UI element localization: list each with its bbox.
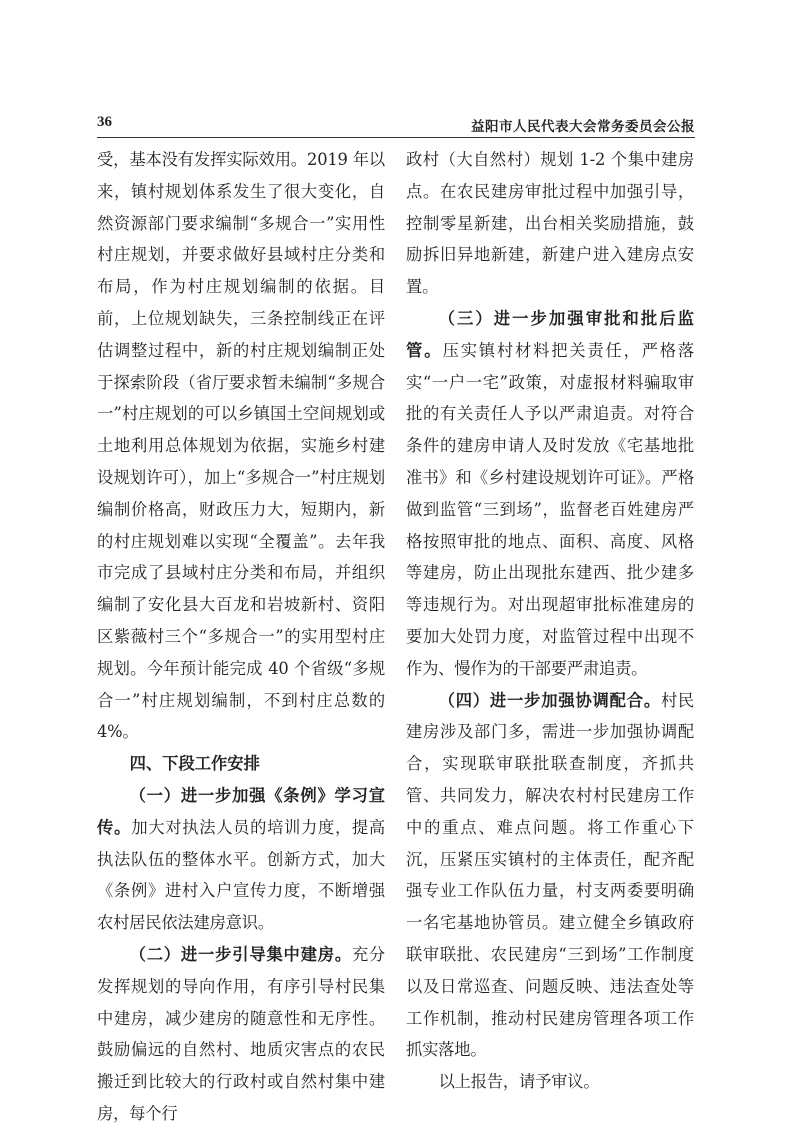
paragraph-item-2 [97,939,385,1130]
page-header [97,114,695,134]
paragraph-item-2-continued: 政村（大自然村）规划 1-2 个集中建房点。在农民建房审批过程中加强引导，控制零星新建，出台相关奖励措施，鼓励拆旧异地新建，新建户进入建房点安置。 [406,150,694,297]
paragraph-item-1 [97,780,385,939]
closing-statement: 以上报告，请予审议。 [438,1072,600,1092]
journal-title: 益阳市人民代表大会常务委员会公报 [471,119,695,135]
item-4-body: 村民建房涉及部门多，需进一步加强协调配合，实现联审联批联查制度，齐抓共管、共同发力，解决农村村民建房工作中的重点、难点问题。将工作重心下沉，压紧压实镇村的主体责任，配齐配强专业工作队伍力量，村支两委要明确一名宅基地协管员。建立健全乡镇政府联审联批、农民建房“三到场”工作制度以及日常巡查、问题反映、违法查处等工作机制，推动村民建房管理各项工作抓实落地。 [406,690,694,1060]
item-2-heading: （二）进一步引导集中建房。 [129,944,352,964]
item-1-body: 加大对执法人员的培训力度，提高执法队伍的整体水平。创新方式，加大《条例》进村入户宣传力度，不断增强农村居民依法建房意识。 [97,817,385,933]
section-heading: 四、下段工作安排 [129,754,260,774]
header-rule [97,137,695,138]
item-2-body: 充分发挥规划的导向作用，有序引导村民集中建房，减少建房的随意性和无序性。鼓励偏远的自然村、地质灾害点的农民搬迁到比较大的行政村或自然村集中建房，每个行 [97,944,385,1123]
paragraph-item-3 [406,303,694,685]
item-1-heading: （一）进一步加强《条例》学习宣传。 [97,785,385,837]
paragraph-continued: 受，基本没有发挥实际效用。2019 年以来，镇村规划体系发生了很大变化，自然资源部门要求编制“多规合一”实用性村庄规划，并要求做好县域村庄分类和布局，作为村庄规划编制的依据。目前，上位规划缺失，三条控制线正在评估调整过程中，新的村庄规划编制正处于探索阶段（省厅要求暂未编制“多规合一”村庄规划的可以乡镇国土空间规划或土地利用总体规划为依据，实施乡村建设规划许可），加上“多规合一”村庄规划编制价格高，财政压力大，短期内，新的村庄规划难以实现“全覆盖”。去年我市完成了县域村庄分类和布局，并组织编制了安化县大百龙和岩坡新村、资阳区紫薇村三个“多规合一”的实用型村庄规划。今年预计能完成 40 个省级“多规合一”村庄规划编制，不到村庄总数的 4%。 [97,150,385,742]
item-3-body: 压实镇村材料把关责任，严格落实“一户一宅”政策，对虚报材料骗取审批的有关责任人予以严肃追责。对符合条件的建房申请人及时发放《宅基地批准书》和《乡村建设规划许可证》。严格做到监管“三到场”，监督老百姓建房严格按照审批的地点、面积、高度、风格等建房，防止出现批东建西、批少建多等违规行为。对出现超审批标准建房的要加大处罚力度，对监管过程中出现不作为、慢作为的干部要严肃追责。 [406,340,694,678]
left-column [97,144,385,1130]
paragraph-item-4 [406,685,694,1067]
item-4-heading: （四）进一步加强协调配合。 [438,690,661,710]
page-number: 36 [97,114,112,130]
item-3-heading: （三）进一步加强审批和批后监管。 [406,308,694,360]
right-column [406,144,694,1098]
